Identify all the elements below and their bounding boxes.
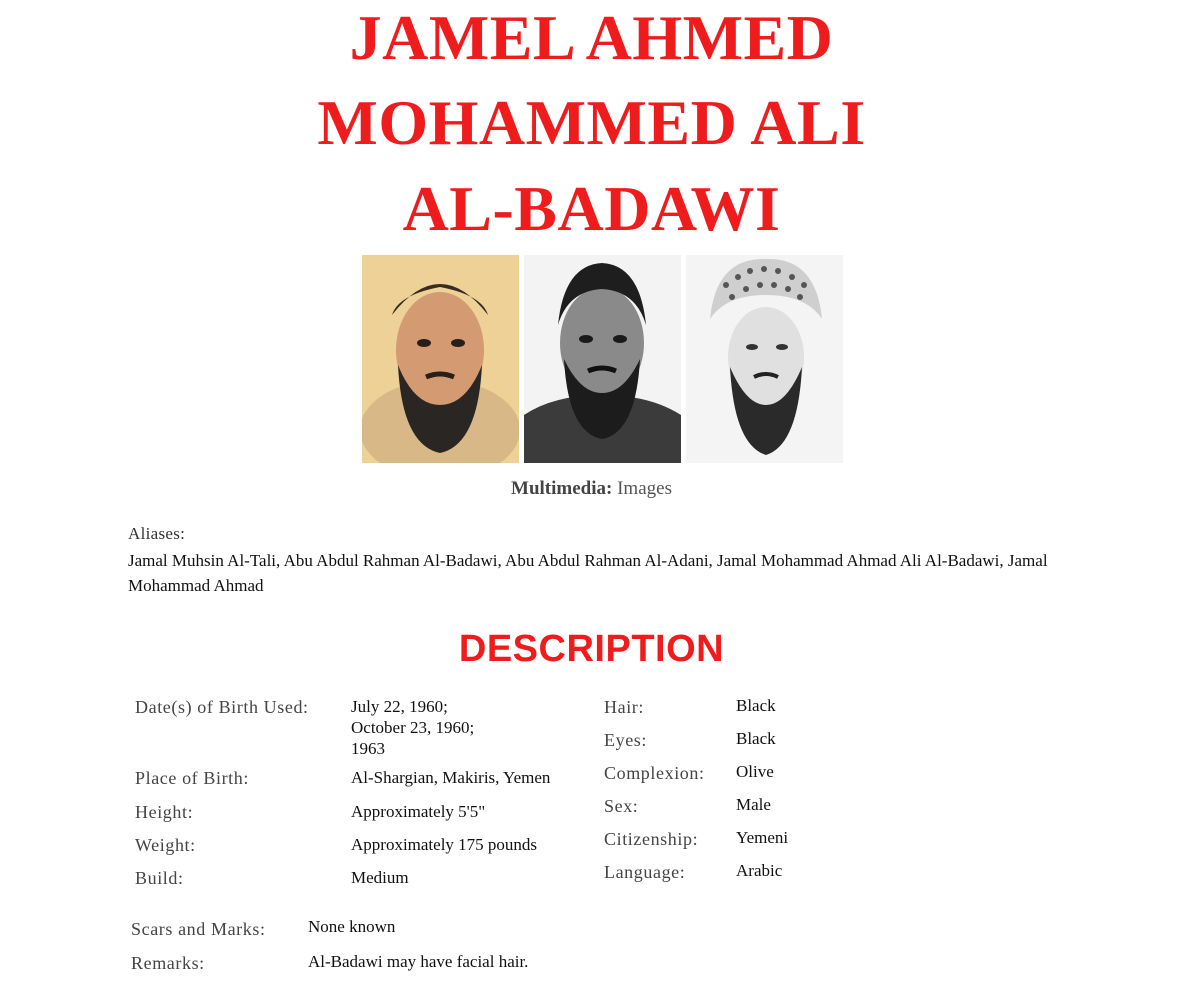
name-line-2: MOHAMMED ALI [317, 87, 866, 158]
multimedia-line [0, 478, 1183, 500]
color-portrait-photo[interactable] [362, 255, 519, 463]
grayscale-portrait-photo[interactable] [524, 255, 681, 463]
height-value: Approximately 5'5" [351, 802, 486, 821]
hair-value: Black [736, 696, 776, 715]
pob-label: Place of Birth: [135, 768, 249, 788]
photo-strip [362, 255, 844, 463]
aliases-label: Aliases: [128, 524, 186, 543]
scars-value: None known [308, 917, 396, 936]
build-value: Medium [351, 868, 409, 887]
name-line-1: JAMEL AHMED [349, 2, 834, 73]
weight-value: Approximately 175 pounds [351, 835, 538, 854]
name-line-3: AL-BADAWI [402, 173, 781, 244]
citizenship-label: Citizenship: [604, 829, 699, 849]
remarks-value: Al-Badawi may have facial hair. [308, 952, 529, 971]
dob-value-3: 1963 [351, 739, 385, 758]
multimedia-images-link[interactable]: Images [617, 478, 672, 499]
eyes-label: Eyes: [604, 730, 647, 750]
scars-label: Scars and Marks: [131, 919, 266, 939]
multimedia-label: Multimedia: [511, 478, 613, 499]
height-label: Height: [135, 802, 194, 822]
description-heading: DESCRIPTION [458, 628, 725, 670]
citizenship-value: Yemeni [736, 828, 789, 847]
language-label: Language: [604, 862, 686, 882]
weight-label: Weight: [135, 835, 196, 855]
sketch-portrait-photo[interactable] [686, 255, 843, 463]
build-label: Build: [135, 868, 184, 888]
remarks-label: Remarks: [131, 953, 205, 973]
dob-value-1: July 22, 1960; [351, 697, 448, 716]
dob-values [351, 696, 474, 759]
complexion-value: Olive [736, 762, 774, 781]
eyes-value: Black [736, 729, 776, 748]
sex-label: Sex: [604, 796, 639, 816]
dob-label: Date(s) of Birth Used: [135, 697, 309, 717]
aliases-text: Jamal Muhsin Al-Tali, Abu Abdul Rahman Al-Badawi, Abu Abdul Rahman Al-Adani, Jamal Mohammad Ahmad Ali Al-Badawi, Jamal Mohammad Ahmad [128, 551, 1048, 595]
complexion-label: Complexion: [604, 763, 705, 783]
hair-label: Hair: [604, 697, 644, 717]
sex-value: Male [736, 795, 771, 814]
pob-value: Al-Shargian, Makiris, Yemen [351, 768, 551, 787]
dob-value-2: October 23, 1960; [351, 718, 475, 737]
language-value: Arabic [736, 861, 783, 880]
